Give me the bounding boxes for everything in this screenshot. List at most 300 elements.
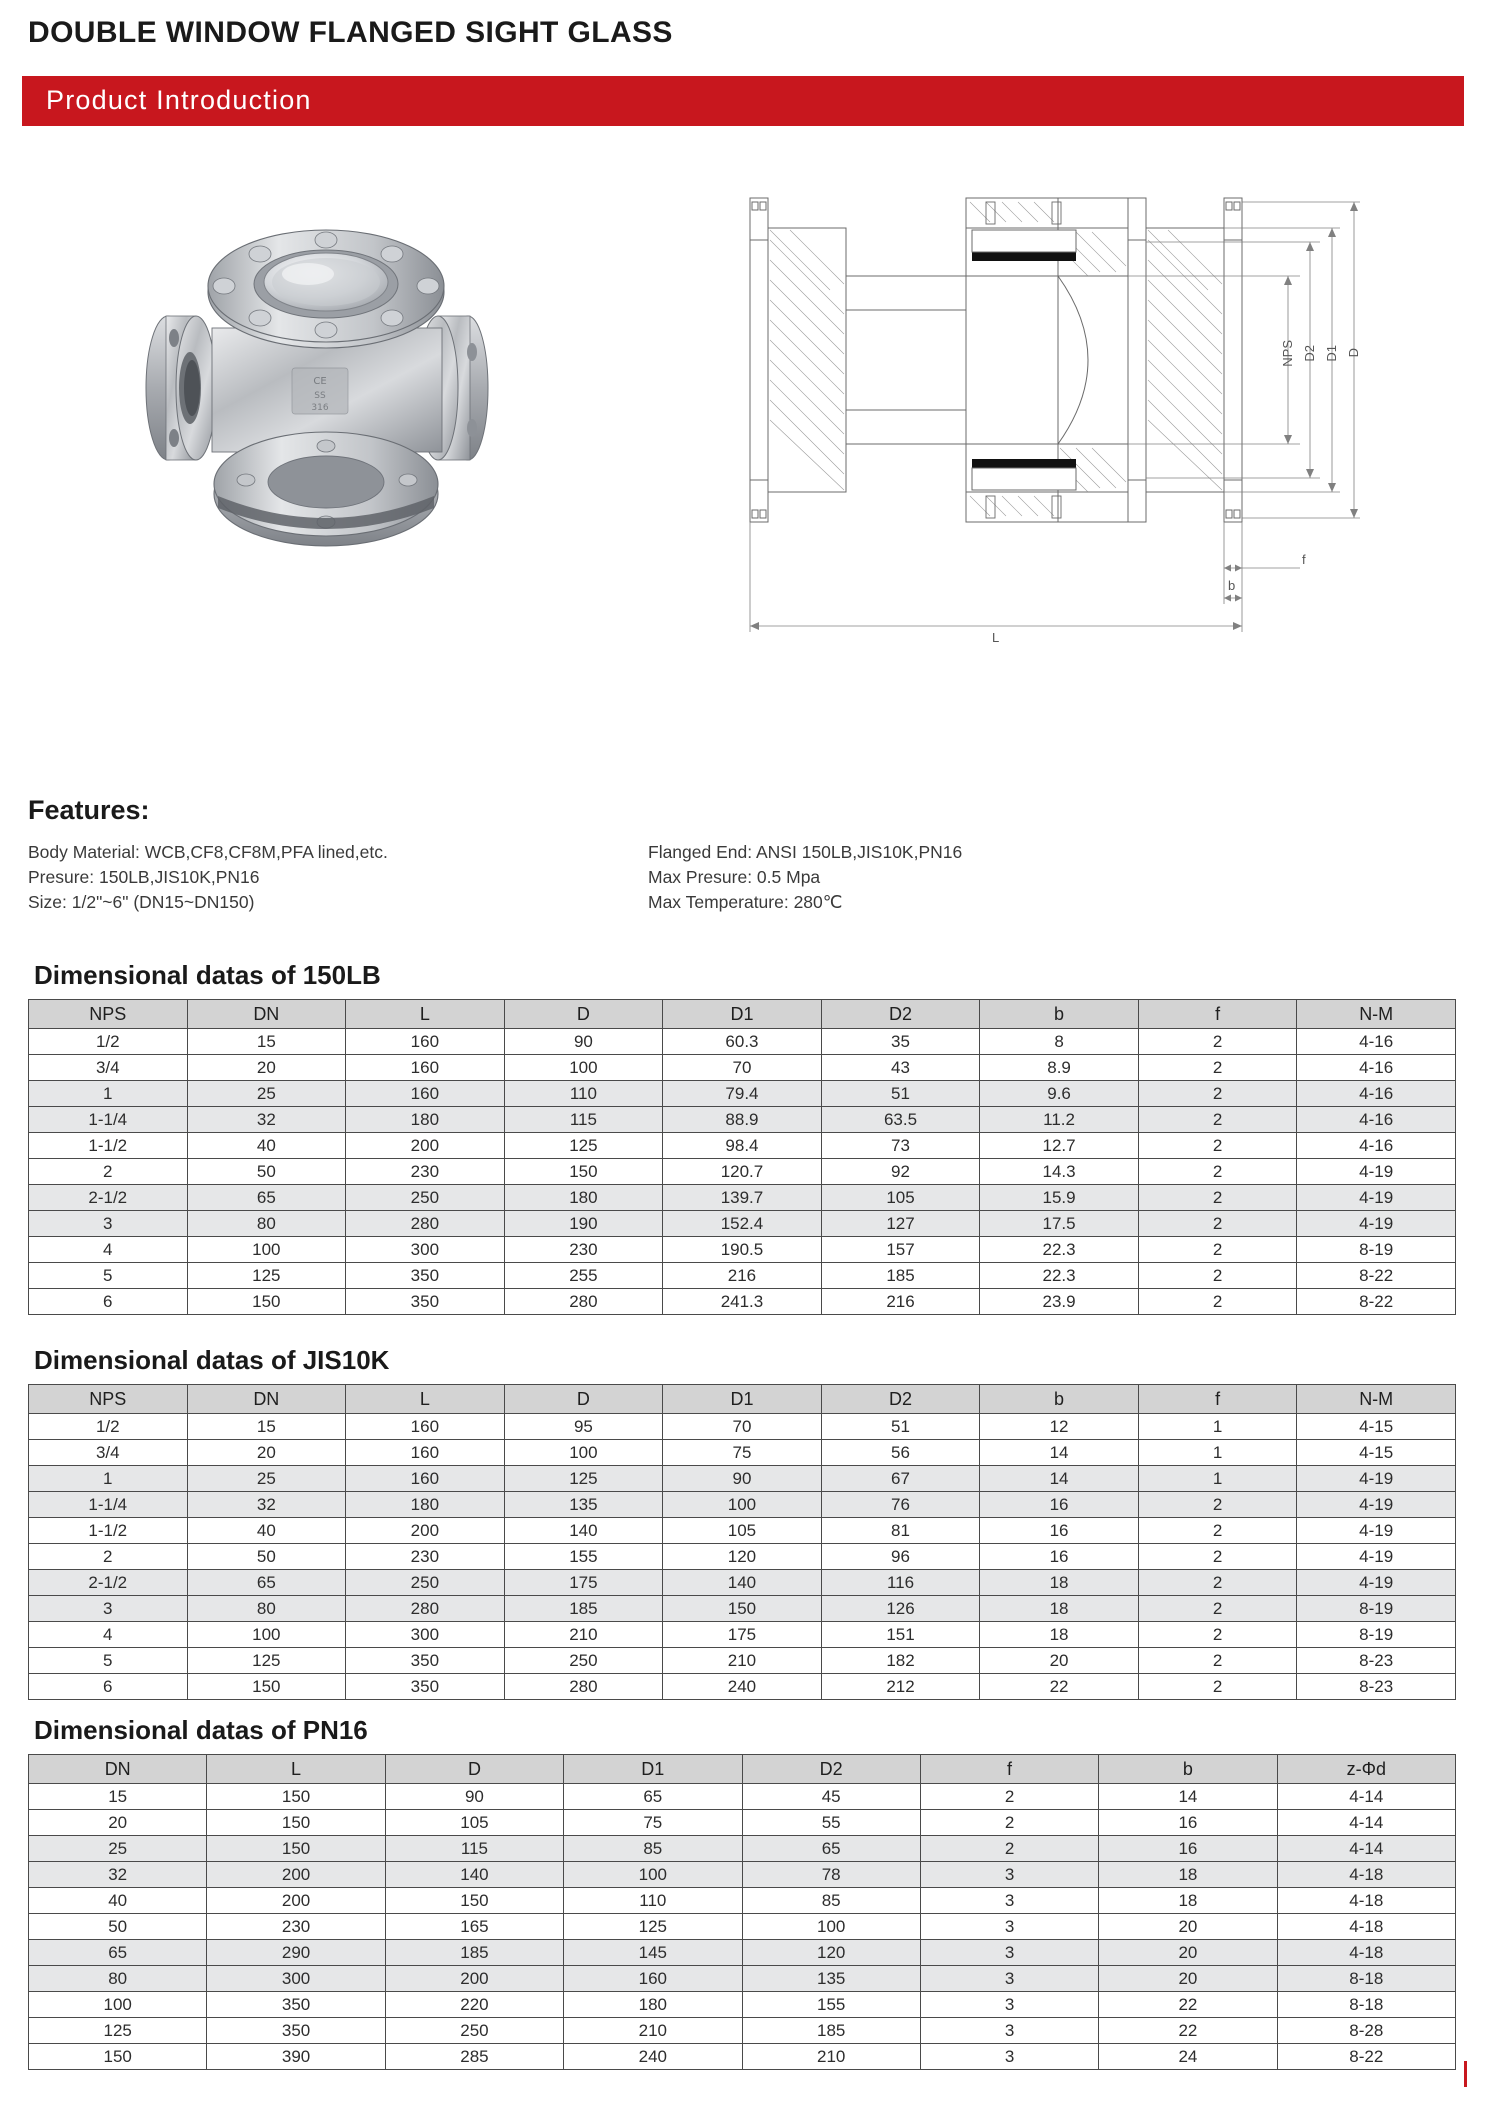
cell-n-m: 8-19 [1297, 1622, 1456, 1648]
cell-f: 1 [1138, 1466, 1297, 1492]
cell-l: 200 [346, 1133, 505, 1159]
table-heading-150lb: Dimensional datas of 150LB [34, 960, 381, 990]
table-row [29, 1836, 1456, 1862]
cell-dn: 100 [187, 1237, 346, 1263]
cell-l: 160 [346, 1081, 505, 1107]
cell-d1: 125 [564, 1914, 742, 1940]
cell-dn: 25 [187, 1081, 346, 1107]
cell-l: 350 [207, 2018, 385, 2044]
cell-dn: 125 [187, 1648, 346, 1674]
corner-accent-mark [1464, 2061, 1467, 2087]
cell-f: 2 [920, 1836, 1098, 1862]
cell-nps: 4 [29, 1237, 188, 1263]
table-row [29, 1888, 1456, 1914]
drawing-label-l: L [992, 630, 1000, 645]
cell-b: 11.2 [980, 1107, 1139, 1133]
cell-d2: 210 [742, 2044, 920, 2070]
column-header-d1: D1 [663, 1000, 822, 1029]
table-header-row [29, 1385, 1456, 1414]
cell-d2: 127 [821, 1211, 980, 1237]
table-heading-pn16: Dimensional datas of PN16 [34, 1715, 368, 1745]
cell-d2: 105 [821, 1185, 980, 1211]
column-header-dn: DN [187, 1385, 346, 1414]
cell-dn: 32 [187, 1492, 346, 1518]
cell-d2: 81 [821, 1518, 980, 1544]
table-row [29, 1211, 1456, 1237]
cell-b: 16 [980, 1492, 1139, 1518]
table-row [29, 1159, 1456, 1185]
feature-flanged-end: Flanged End: ANSI 150LB,JIS10K,PN16 [648, 842, 963, 862]
cell-dn: 125 [187, 1263, 346, 1289]
cell-d1: 100 [564, 1862, 742, 1888]
cell-d2: 135 [742, 1966, 920, 1992]
cell-l: 160 [346, 1055, 505, 1081]
features-right-column [648, 840, 962, 915]
cell-dn: 80 [187, 1211, 346, 1237]
cell-d1: 110 [564, 1888, 742, 1914]
cell-d1: 85 [564, 1836, 742, 1862]
cell-n-m: 8-19 [1297, 1237, 1456, 1263]
column-header-nps: NPS [29, 1385, 188, 1414]
column-header-d: D [504, 1000, 663, 1029]
cell-d1: 88.9 [663, 1107, 822, 1133]
cell-b: 9.6 [980, 1081, 1139, 1107]
column-header-f: f [1138, 1385, 1297, 1414]
column-header-n-m: N-M [1297, 1385, 1456, 1414]
cell-l: 200 [346, 1518, 505, 1544]
cell-d1: 145 [564, 1940, 742, 1966]
cell-z-d: 8-22 [1277, 2044, 1455, 2070]
cell-d: 125 [504, 1133, 663, 1159]
dimensional-table-150lb [28, 999, 1456, 1315]
cell-d: 190 [504, 1211, 663, 1237]
cell-d1: 139.7 [663, 1185, 822, 1211]
cell-l: 150 [207, 1836, 385, 1862]
feature-size: Size: 1/2"~6" (DN15~DN150) [28, 892, 255, 912]
cell-l: 230 [346, 1159, 505, 1185]
cell-d2: 76 [821, 1492, 980, 1518]
svg-text:316: 316 [311, 403, 329, 413]
svg-text:SS: SS [314, 391, 326, 401]
cell-nps: 1-1/2 [29, 1518, 188, 1544]
cell-d: 115 [504, 1107, 663, 1133]
cell-f: 2 [1138, 1622, 1297, 1648]
cell-d: 285 [385, 2044, 563, 2070]
cell-nps: 2-1/2 [29, 1570, 188, 1596]
cell-dn: 100 [29, 1992, 207, 2018]
cell-b: 14 [980, 1440, 1139, 1466]
drawing-label-d: D [1346, 348, 1361, 358]
cell-f: 2 [1138, 1055, 1297, 1081]
table-row [29, 1237, 1456, 1263]
cell-d: 250 [504, 1648, 663, 1674]
column-header-f: f [920, 1755, 1098, 1784]
cell-d: 165 [385, 1914, 563, 1940]
table-row [29, 1466, 1456, 1492]
table-row [29, 2044, 1456, 2070]
table-section-pn16 [28, 1715, 1460, 2070]
cell-f: 2 [1138, 1289, 1297, 1315]
cell-z-d: 4-18 [1277, 1862, 1455, 1888]
cell-d2: 55 [742, 1810, 920, 1836]
column-header-l: L [346, 1000, 505, 1029]
cell-b: 8.9 [980, 1055, 1139, 1081]
table-row [29, 1289, 1456, 1315]
cell-dn: 65 [29, 1940, 207, 1966]
cell-b: 15.9 [980, 1185, 1139, 1211]
cell-d2: 63.5 [821, 1107, 980, 1133]
table-row [29, 1133, 1456, 1159]
cell-nps: 1 [29, 1466, 188, 1492]
cell-l: 150 [207, 1810, 385, 1836]
cell-dn: 125 [29, 2018, 207, 2044]
cell-b: 22 [1099, 2018, 1277, 2044]
cell-d1: 60.3 [663, 1029, 822, 1055]
cell-d1: 79.4 [663, 1081, 822, 1107]
cell-d2: 56 [821, 1440, 980, 1466]
cell-f: 2 [1138, 1081, 1297, 1107]
table-row [29, 1648, 1456, 1674]
cell-dn: 65 [187, 1570, 346, 1596]
column-header-b: b [980, 1385, 1139, 1414]
feature-max-temperature: Max Temperature: 280℃ [648, 892, 843, 912]
column-header-z-d: z-Φd [1277, 1755, 1455, 1784]
table-row [29, 1518, 1456, 1544]
table-row [29, 1029, 1456, 1055]
cell-d1: 90 [663, 1466, 822, 1492]
cell-n-m: 8-23 [1297, 1674, 1456, 1700]
cell-z-d: 4-18 [1277, 1914, 1455, 1940]
cell-d2: 43 [821, 1055, 980, 1081]
cell-d: 180 [504, 1185, 663, 1211]
cell-b: 22 [1099, 1992, 1277, 2018]
cell-d: 105 [385, 1810, 563, 1836]
cell-d: 140 [385, 1862, 563, 1888]
column-header-d1: D1 [564, 1755, 742, 1784]
cell-d2: 35 [821, 1029, 980, 1055]
cell-l: 160 [346, 1440, 505, 1466]
cell-f: 2 [1138, 1570, 1297, 1596]
features-heading: Features: [28, 795, 150, 825]
cell-d1: 241.3 [663, 1289, 822, 1315]
table-row [29, 1570, 1456, 1596]
cell-d: 100 [504, 1055, 663, 1081]
cell-l: 300 [346, 1237, 505, 1263]
table-row [29, 1940, 1456, 1966]
cell-d2: 73 [821, 1133, 980, 1159]
cell-f: 2 [1138, 1237, 1297, 1263]
cell-l: 350 [346, 1263, 505, 1289]
cell-z-d: 4-18 [1277, 1940, 1455, 1966]
table-heading-jis10k: Dimensional datas of JIS10K [34, 1345, 390, 1375]
cell-d: 175 [504, 1570, 663, 1596]
cell-b: 20 [1099, 1914, 1277, 1940]
cell-f: 2 [1138, 1211, 1297, 1237]
cell-l: 200 [207, 1888, 385, 1914]
cell-nps: 2 [29, 1544, 188, 1570]
table-row [29, 1263, 1456, 1289]
cell-d: 150 [385, 1888, 563, 1914]
cell-b: 20 [980, 1648, 1139, 1674]
cell-d2: 116 [821, 1570, 980, 1596]
cell-d1: 180 [564, 1992, 742, 2018]
cell-d1: 120.7 [663, 1159, 822, 1185]
cell-dn: 20 [29, 1810, 207, 1836]
cell-n-m: 4-19 [1297, 1466, 1456, 1492]
cell-n-m: 4-16 [1297, 1107, 1456, 1133]
cell-n-m: 4-19 [1297, 1159, 1456, 1185]
table-row [29, 1414, 1456, 1440]
cell-b: 24 [1099, 2044, 1277, 2070]
cell-b: 16 [1099, 1810, 1277, 1836]
table-row [29, 1862, 1456, 1888]
cell-nps: 3 [29, 1211, 188, 1237]
cell-d2: 185 [742, 2018, 920, 2044]
cell-b: 14.3 [980, 1159, 1139, 1185]
table-row [29, 2018, 1456, 2044]
cell-d: 210 [504, 1622, 663, 1648]
cell-b: 18 [1099, 1862, 1277, 1888]
cell-dn: 80 [187, 1596, 346, 1622]
cell-d: 185 [385, 1940, 563, 1966]
cell-d1: 210 [564, 2018, 742, 2044]
column-header-d: D [385, 1755, 563, 1784]
cell-f: 3 [920, 1992, 1098, 2018]
cell-n-m: 4-16 [1297, 1029, 1456, 1055]
page-title: DOUBLE WINDOW FLANGED SIGHT GLASS [28, 16, 673, 49]
cell-f: 2 [920, 1810, 1098, 1836]
cell-l: 150 [207, 1784, 385, 1810]
cell-l: 290 [207, 1940, 385, 1966]
technical-drawing [740, 180, 1440, 660]
column-header-d2: D2 [821, 1000, 980, 1029]
cell-nps: 1 [29, 1081, 188, 1107]
cell-d2: 155 [742, 1992, 920, 2018]
cell-f: 2 [1138, 1263, 1297, 1289]
table-row [29, 1674, 1456, 1700]
cell-f: 3 [920, 1888, 1098, 1914]
table-row [29, 1992, 1456, 2018]
cell-b: 23.9 [980, 1289, 1139, 1315]
table-row [29, 1914, 1456, 1940]
cell-f: 2 [1138, 1674, 1297, 1700]
cell-d1: 105 [663, 1518, 822, 1544]
cell-f: 2 [1138, 1492, 1297, 1518]
column-header-f: f [1138, 1000, 1297, 1029]
cell-nps: 1/2 [29, 1029, 188, 1055]
cell-d1: 140 [663, 1570, 822, 1596]
cell-b: 14 [1099, 1784, 1277, 1810]
cell-z-d: 8-28 [1277, 2018, 1455, 2044]
column-header-n-m: N-M [1297, 1000, 1456, 1029]
cell-dn: 20 [187, 1440, 346, 1466]
cell-z-d: 4-18 [1277, 1888, 1455, 1914]
cell-dn: 15 [187, 1029, 346, 1055]
cell-nps: 1-1/4 [29, 1107, 188, 1133]
table-row [29, 1622, 1456, 1648]
cell-f: 3 [920, 1940, 1098, 1966]
cell-f: 2 [920, 1784, 1098, 1810]
cell-b: 8 [980, 1029, 1139, 1055]
cell-nps: 2 [29, 1159, 188, 1185]
cell-nps: 1/2 [29, 1414, 188, 1440]
cell-b: 14 [980, 1466, 1139, 1492]
cell-n-m: 4-16 [1297, 1081, 1456, 1107]
cell-d: 90 [385, 1784, 563, 1810]
cell-l: 250 [346, 1570, 505, 1596]
table-row [29, 1810, 1456, 1836]
cell-dn: 150 [29, 2044, 207, 2070]
cell-d: 115 [385, 1836, 563, 1862]
cell-nps: 5 [29, 1648, 188, 1674]
cell-l: 300 [207, 1966, 385, 1992]
cell-d2: 126 [821, 1596, 980, 1622]
table-row [29, 1081, 1456, 1107]
cell-d1: 70 [663, 1414, 822, 1440]
product-photo [120, 200, 540, 580]
cell-b: 20 [1099, 1966, 1277, 1992]
cell-nps: 1-1/4 [29, 1492, 188, 1518]
cell-f: 2 [1138, 1029, 1297, 1055]
cell-b: 12 [980, 1414, 1139, 1440]
cell-dn: 100 [187, 1622, 346, 1648]
cell-d2: 45 [742, 1784, 920, 1810]
table-row [29, 1966, 1456, 1992]
cell-d2: 185 [821, 1263, 980, 1289]
cell-f: 3 [920, 2044, 1098, 2070]
cell-l: 180 [346, 1492, 505, 1518]
cell-d1: 216 [663, 1263, 822, 1289]
cell-d2: 182 [821, 1648, 980, 1674]
cell-l: 280 [346, 1211, 505, 1237]
cell-l: 180 [346, 1107, 505, 1133]
cell-b: 20 [1099, 1940, 1277, 1966]
cell-dn: 40 [29, 1888, 207, 1914]
table-row [29, 1107, 1456, 1133]
cell-d2: 151 [821, 1622, 980, 1648]
cell-d2: 51 [821, 1414, 980, 1440]
table-header-row [29, 1000, 1456, 1029]
cell-dn: 150 [187, 1289, 346, 1315]
cell-f: 2 [1138, 1596, 1297, 1622]
section-banner-label: Product Introduction [46, 85, 312, 115]
drawing-label-nps: NPS [1280, 340, 1295, 367]
table-header-row [29, 1755, 1456, 1784]
cell-d1: 70 [663, 1055, 822, 1081]
cell-z-d: 8-18 [1277, 1992, 1455, 2018]
cell-d2: 216 [821, 1289, 980, 1315]
cell-n-m: 8-22 [1297, 1289, 1456, 1315]
cell-nps: 6 [29, 1289, 188, 1315]
cell-n-m: 4-19 [1297, 1544, 1456, 1570]
cell-f: 1 [1138, 1440, 1297, 1466]
cell-dn: 150 [187, 1674, 346, 1700]
cell-f: 3 [920, 1914, 1098, 1940]
cell-n-m: 4-19 [1297, 1570, 1456, 1596]
cell-d: 135 [504, 1492, 663, 1518]
cell-nps: 3 [29, 1596, 188, 1622]
feature-body-material: Body Material: WCB,CF8,CF8M,PFA lined,etc. [28, 842, 388, 862]
cell-f: 1 [1138, 1414, 1297, 1440]
cell-dn: 40 [187, 1133, 346, 1159]
column-header-d1: D1 [663, 1385, 822, 1414]
cell-d1: 240 [663, 1674, 822, 1700]
cell-nps: 2-1/2 [29, 1185, 188, 1211]
cell-nps: 4 [29, 1622, 188, 1648]
cell-n-m: 4-16 [1297, 1133, 1456, 1159]
drawing-label-b: b [1228, 578, 1236, 593]
cell-l: 250 [346, 1185, 505, 1211]
cell-l: 350 [346, 1674, 505, 1700]
feature-presure: Presure: 150LB,JIS10K,PN16 [28, 867, 260, 887]
cell-d: 280 [504, 1289, 663, 1315]
cell-d2: 51 [821, 1081, 980, 1107]
cell-l: 350 [346, 1289, 505, 1315]
cell-dn: 32 [29, 1862, 207, 1888]
cell-dn: 32 [187, 1107, 346, 1133]
cell-d: 90 [504, 1029, 663, 1055]
cell-dn: 25 [29, 1836, 207, 1862]
cell-b: 16 [980, 1544, 1139, 1570]
cell-l: 300 [346, 1622, 505, 1648]
cell-l: 390 [207, 2044, 385, 2070]
cell-l: 350 [346, 1648, 505, 1674]
cell-d: 110 [504, 1081, 663, 1107]
cell-d2: 96 [821, 1544, 980, 1570]
cell-d2: 85 [742, 1888, 920, 1914]
cell-n-m: 4-19 [1297, 1185, 1456, 1211]
cell-n-m: 4-16 [1297, 1055, 1456, 1081]
cell-d1: 98.4 [663, 1133, 822, 1159]
table-row [29, 1185, 1456, 1211]
section-banner [22, 76, 1464, 126]
cell-nps: 3/4 [29, 1440, 188, 1466]
cell-l: 200 [207, 1862, 385, 1888]
cell-d: 100 [504, 1440, 663, 1466]
cell-f: 2 [1138, 1544, 1297, 1570]
cell-d: 220 [385, 1992, 563, 2018]
cell-d1: 190.5 [663, 1237, 822, 1263]
cell-d1: 210 [663, 1648, 822, 1674]
cell-dn: 40 [187, 1518, 346, 1544]
cell-z-d: 4-14 [1277, 1836, 1455, 1862]
cell-f: 3 [920, 1966, 1098, 1992]
cell-d2: 78 [742, 1862, 920, 1888]
table-row [29, 1440, 1456, 1466]
cell-f: 3 [920, 2018, 1098, 2044]
cell-b: 22.3 [980, 1263, 1139, 1289]
column-header-l: L [346, 1385, 505, 1414]
column-header-dn: DN [29, 1755, 207, 1784]
cell-dn: 80 [29, 1966, 207, 1992]
table-row [29, 1055, 1456, 1081]
cell-b: 22 [980, 1674, 1139, 1700]
column-header-nps: NPS [29, 1000, 188, 1029]
cell-l: 160 [346, 1466, 505, 1492]
cell-d1: 152.4 [663, 1211, 822, 1237]
cell-b: 18 [980, 1570, 1139, 1596]
svg-text:CE: CE [313, 376, 327, 387]
cell-dn: 50 [187, 1544, 346, 1570]
cell-d1: 75 [564, 1810, 742, 1836]
cell-n-m: 4-19 [1297, 1518, 1456, 1544]
cell-d: 150 [504, 1159, 663, 1185]
drawing-label-d2: D2 [1302, 345, 1317, 362]
cell-f: 2 [1138, 1518, 1297, 1544]
cell-d: 155 [504, 1544, 663, 1570]
cell-d: 95 [504, 1414, 663, 1440]
dimensional-table-pn16 [28, 1754, 1456, 2070]
